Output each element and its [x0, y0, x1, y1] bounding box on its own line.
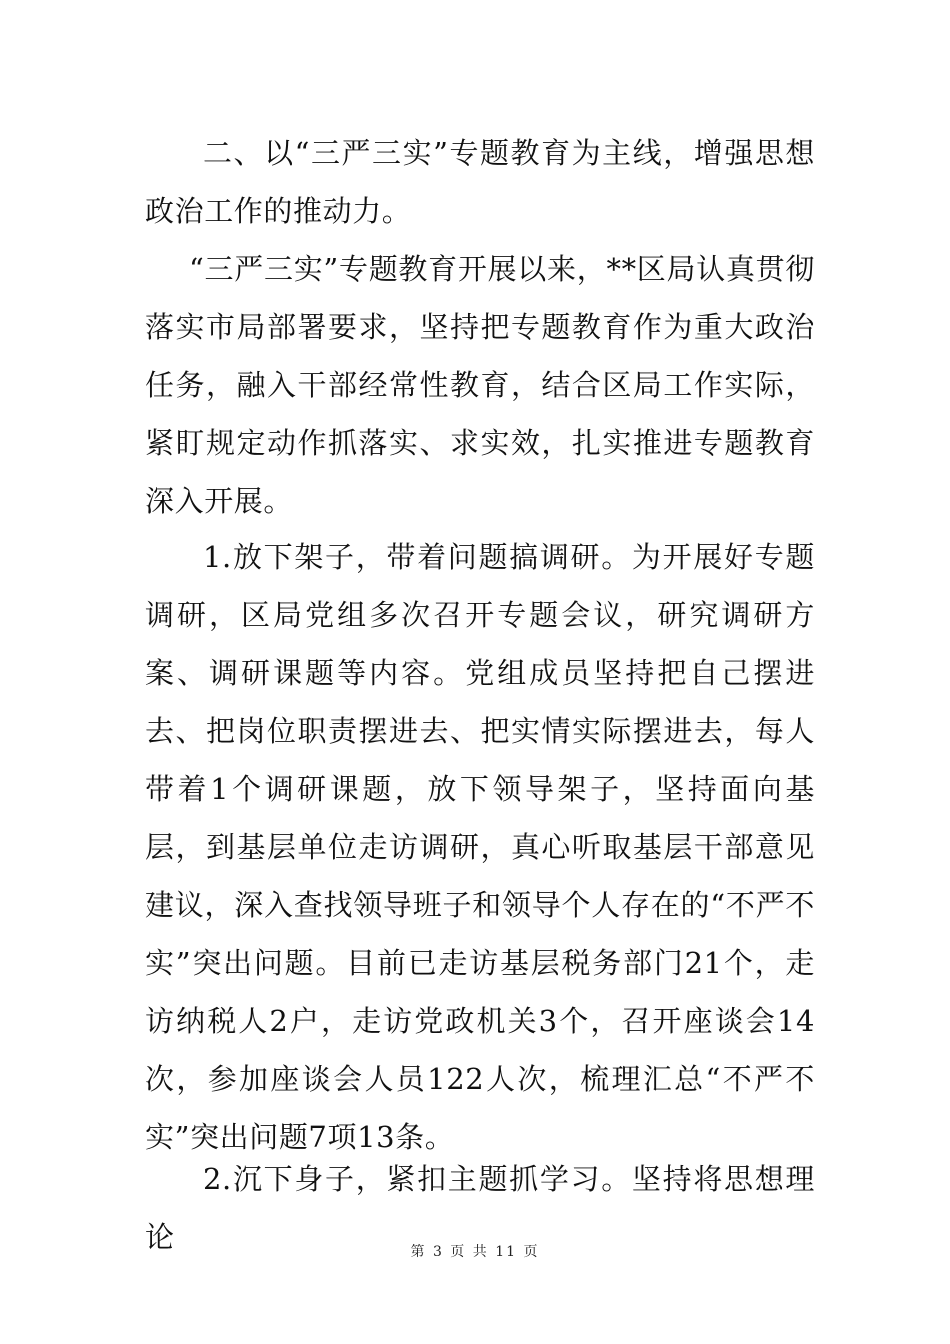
- page-number-footer: 第 3 页 共 11 页: [410, 1244, 540, 1260]
- intro-paragraph: “三严三实”专题教育开展以来，**区局认真贯彻落实市局部署要求，坚持把专题教育作为重大政治任务，融入干部经常性教育，结合区局工作实际，紧盯规定动作抓落实、求实效，扎实推进专题教育深入开展。: [145, 252, 815, 518]
- item-2-paragraph: 2.沉下身子，紧扣主题抓学习。坚持将思想理论: [145, 1162, 815, 1254]
- section-heading-paragraph: 二、以“三严三实”专题教育为主线，增强思想政治工作的推动力。: [145, 136, 815, 228]
- item-1-paragraph: 1.放下架子，带着问题搞调研。为开展好专题调研，区局党组多次召开专题会议，研究调研方案、调研课题等内容。党组成员坚持把自己摆进去、把岗位职责摆进去、把实情实际摆进去，每人带着1个调研课题，放下领导架子，坚持面向基层，到基层单位走访调研，真心听取基层干部意见建议，深入查找领导班子和领导个人存在的“不严不实”突出问题。目前已走访基层税务部门21个，走访纳税人2户，走访党政机关3个，召开座谈会14次，参加座谈会人员122人次，梳理汇总“不严不实”突出问题7项13条。: [145, 540, 815, 1154]
